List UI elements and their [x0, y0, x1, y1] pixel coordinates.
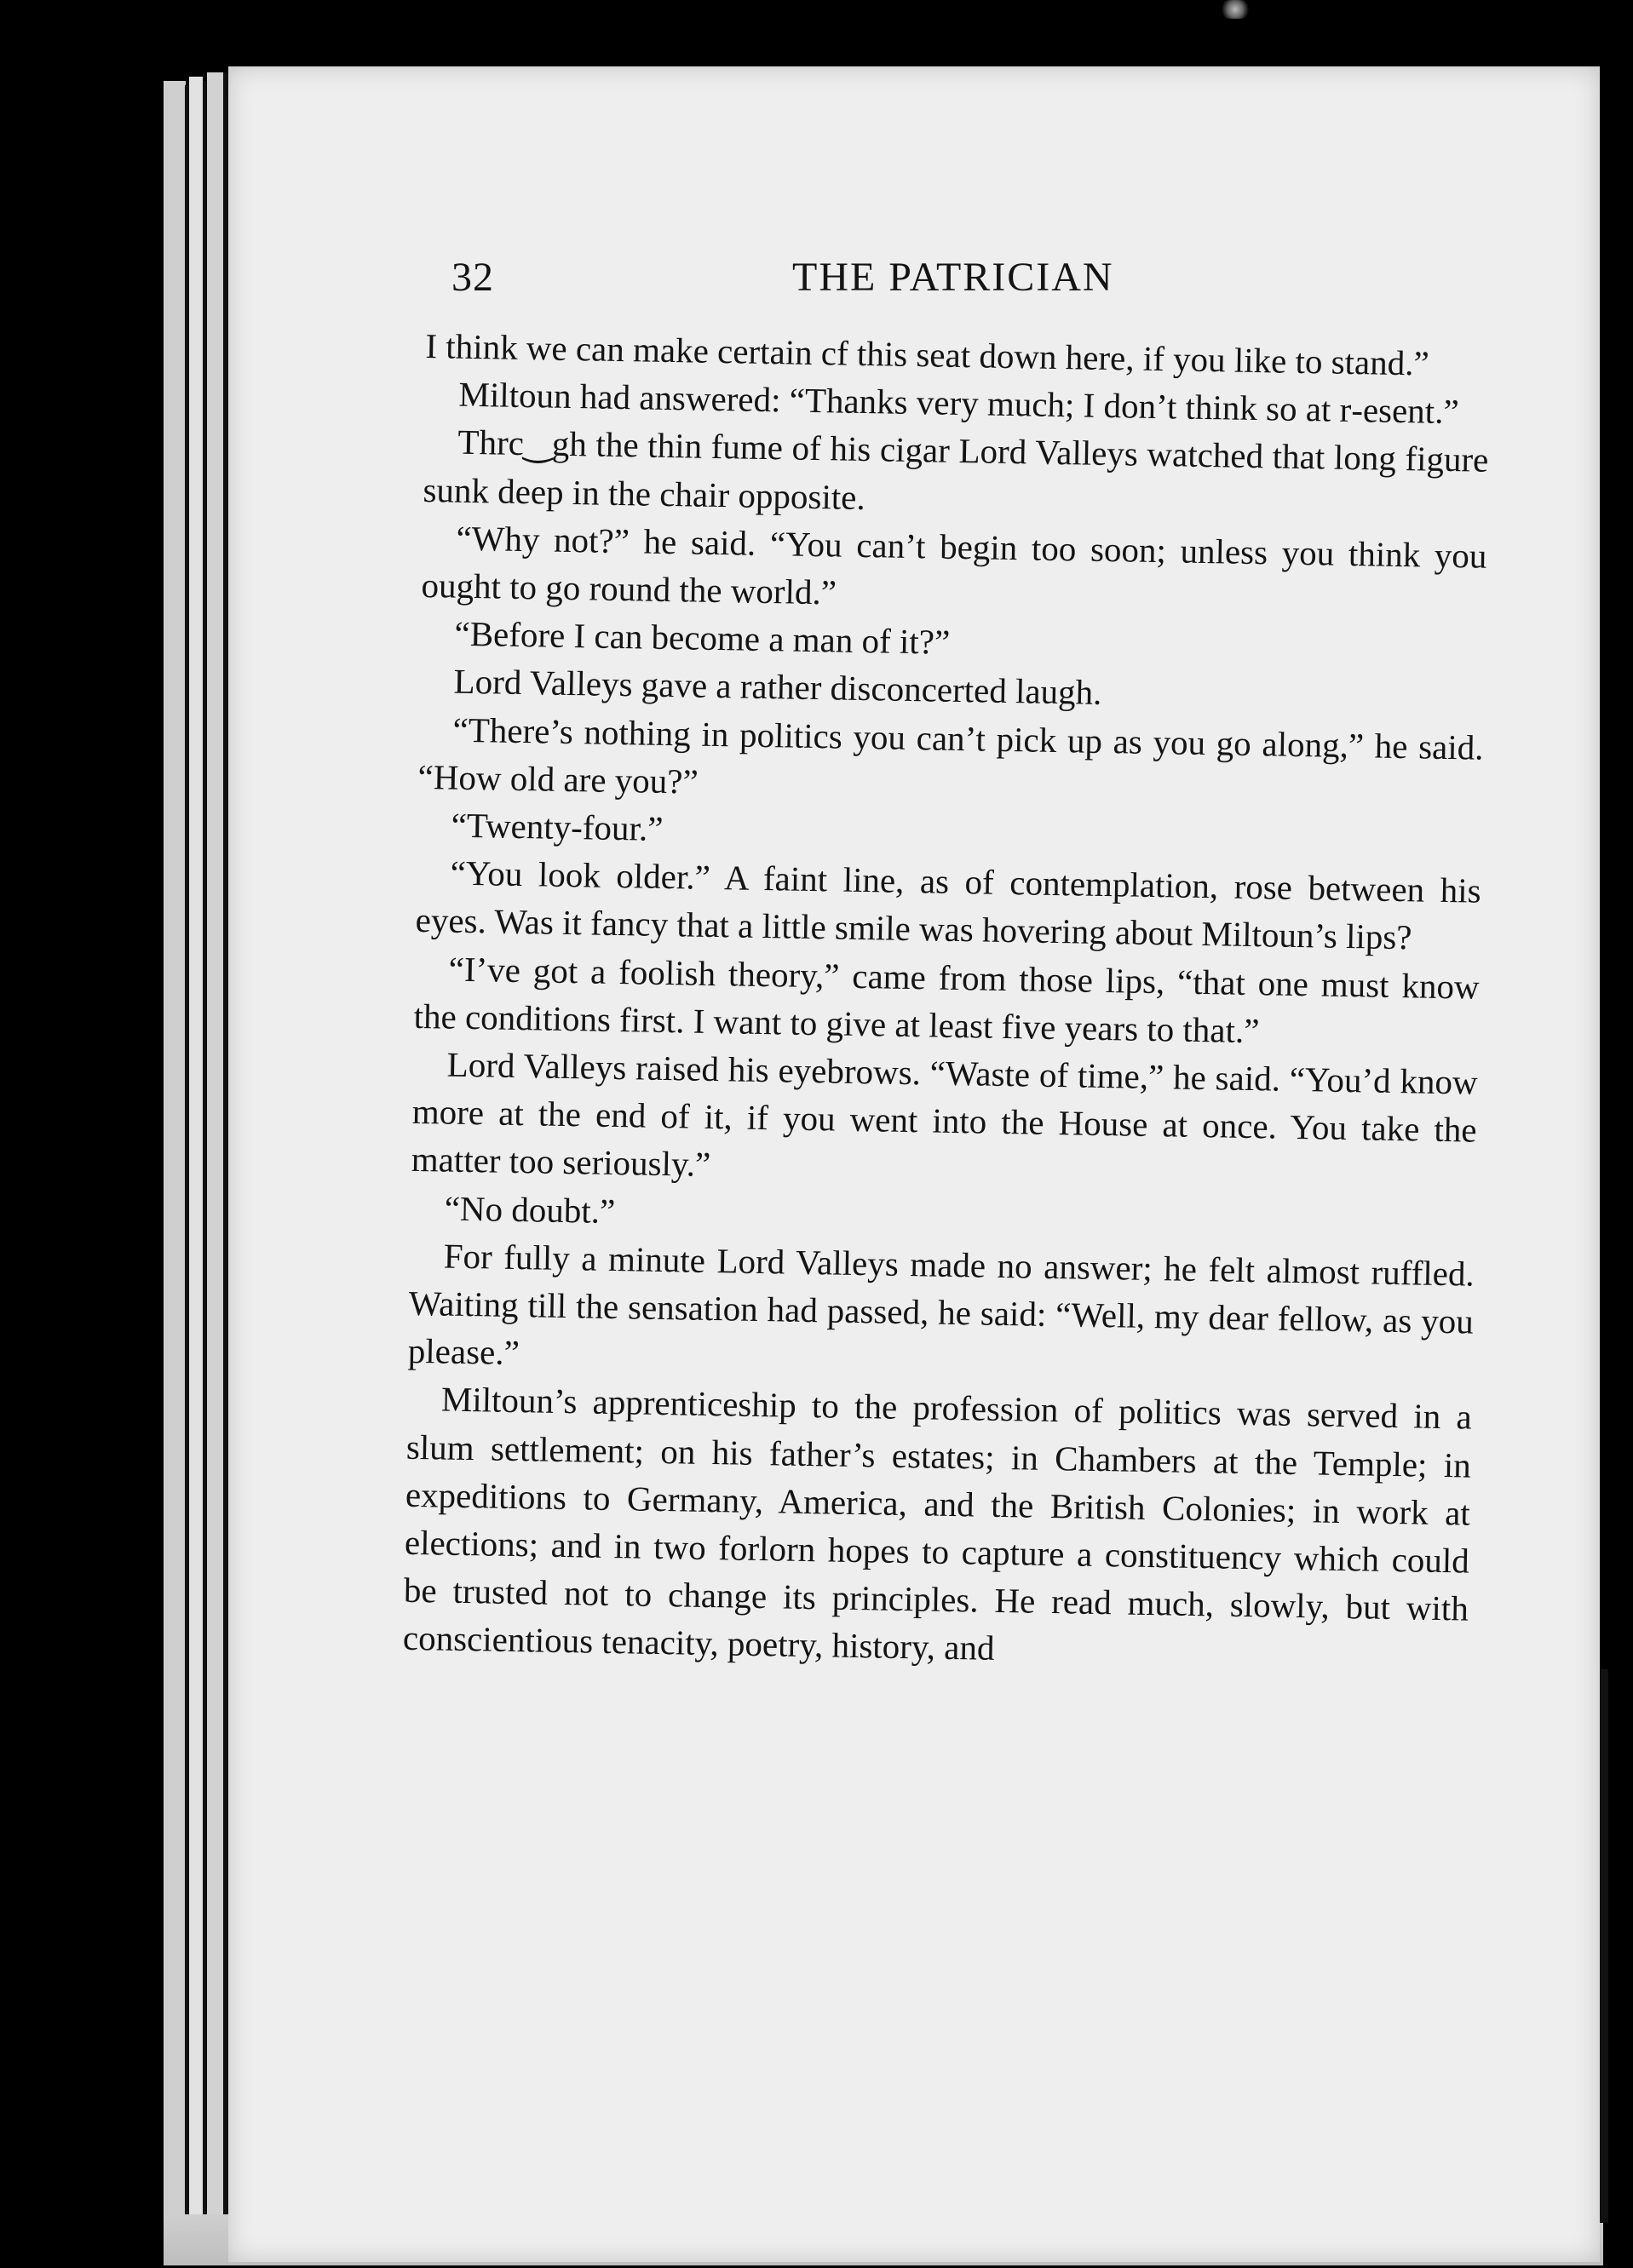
paragraph: “There’s nothing in politics you can’t pick up as you go along,” he said. “How old are you?”	[417, 709, 1484, 801]
paragraph: Miltoun had answered: “Thanks very much; I don’t think so at r‑esent.”	[458, 374, 1460, 432]
paragraph: For fully a minute Lord Valleys made no answer; he felt almost ruffled. Waiting till the sensation had passed, he said: “Well, my dear fellow, as you please.”	[407, 1236, 1475, 1373]
paragraph: I think we can make certain cf this seat down here, if you like to stand.”	[425, 325, 1430, 383]
page-edge-outer	[164, 81, 186, 2261]
book-page	[228, 66, 1600, 2262]
paragraph: Lord Valleys raised his eyebrows. “Waste of time,” he said. “You’d know more at the end of it, if you went into the House at once. You take the matter too seriously.”	[411, 1044, 1479, 1185]
page-edge-line	[185, 85, 188, 2257]
paragraph: “Before I can become a man of it?”	[454, 613, 951, 663]
paragraph: “No doubt.”	[444, 1188, 616, 1231]
page-edge-inner	[207, 72, 224, 2257]
paragraph: “You look older.” A faint line, as of contemplation, rose between his eyes. Was it fancy that a little smile was hovering about Miltoun’s lips?	[415, 853, 1481, 957]
page-edge-middle	[189, 77, 203, 2257]
paragraph: Miltoun’s apprenticeship to the profession of politics was served in a slum settlement; on his father’s estates; in Chambers at the Temple; in expeditions to Germany, America, and the British Colonies; in work at elections; and in two forlorn hopes to capture a constituency which could be trusted not to change its principles. He read much, slowly, but with conscientious tenacity, poetry, history, and	[402, 1379, 1473, 1668]
paragraph: “I’ve got a foolish theory,” came from those lips, “that one must know the conditions first. I want to give at least five years to that.”	[413, 949, 1480, 1051]
scan-artifact	[1218, 0, 1252, 19]
page-right-edge	[1600, 1669, 1608, 2223]
paragraph: “Why not?” he said. “You can’t begin too soon; unless you think you ought to go round the world.”	[421, 518, 1487, 612]
paragraph: “Twenty-four.”	[451, 805, 664, 848]
page-number: 32	[451, 255, 494, 300]
page-body-text	[403, 322, 1491, 1680]
page-edge-line	[203, 81, 206, 2257]
paragraph: Lord Valleys gave a rather disconcerted laugh.	[453, 662, 1102, 713]
running-head: THE PATRICIAN	[792, 255, 1114, 300]
paragraph: Thrc‿gh the thin fume of his cigar Lord Valleys watched that long figure sunk deep in the chair opposite.	[423, 422, 1489, 517]
